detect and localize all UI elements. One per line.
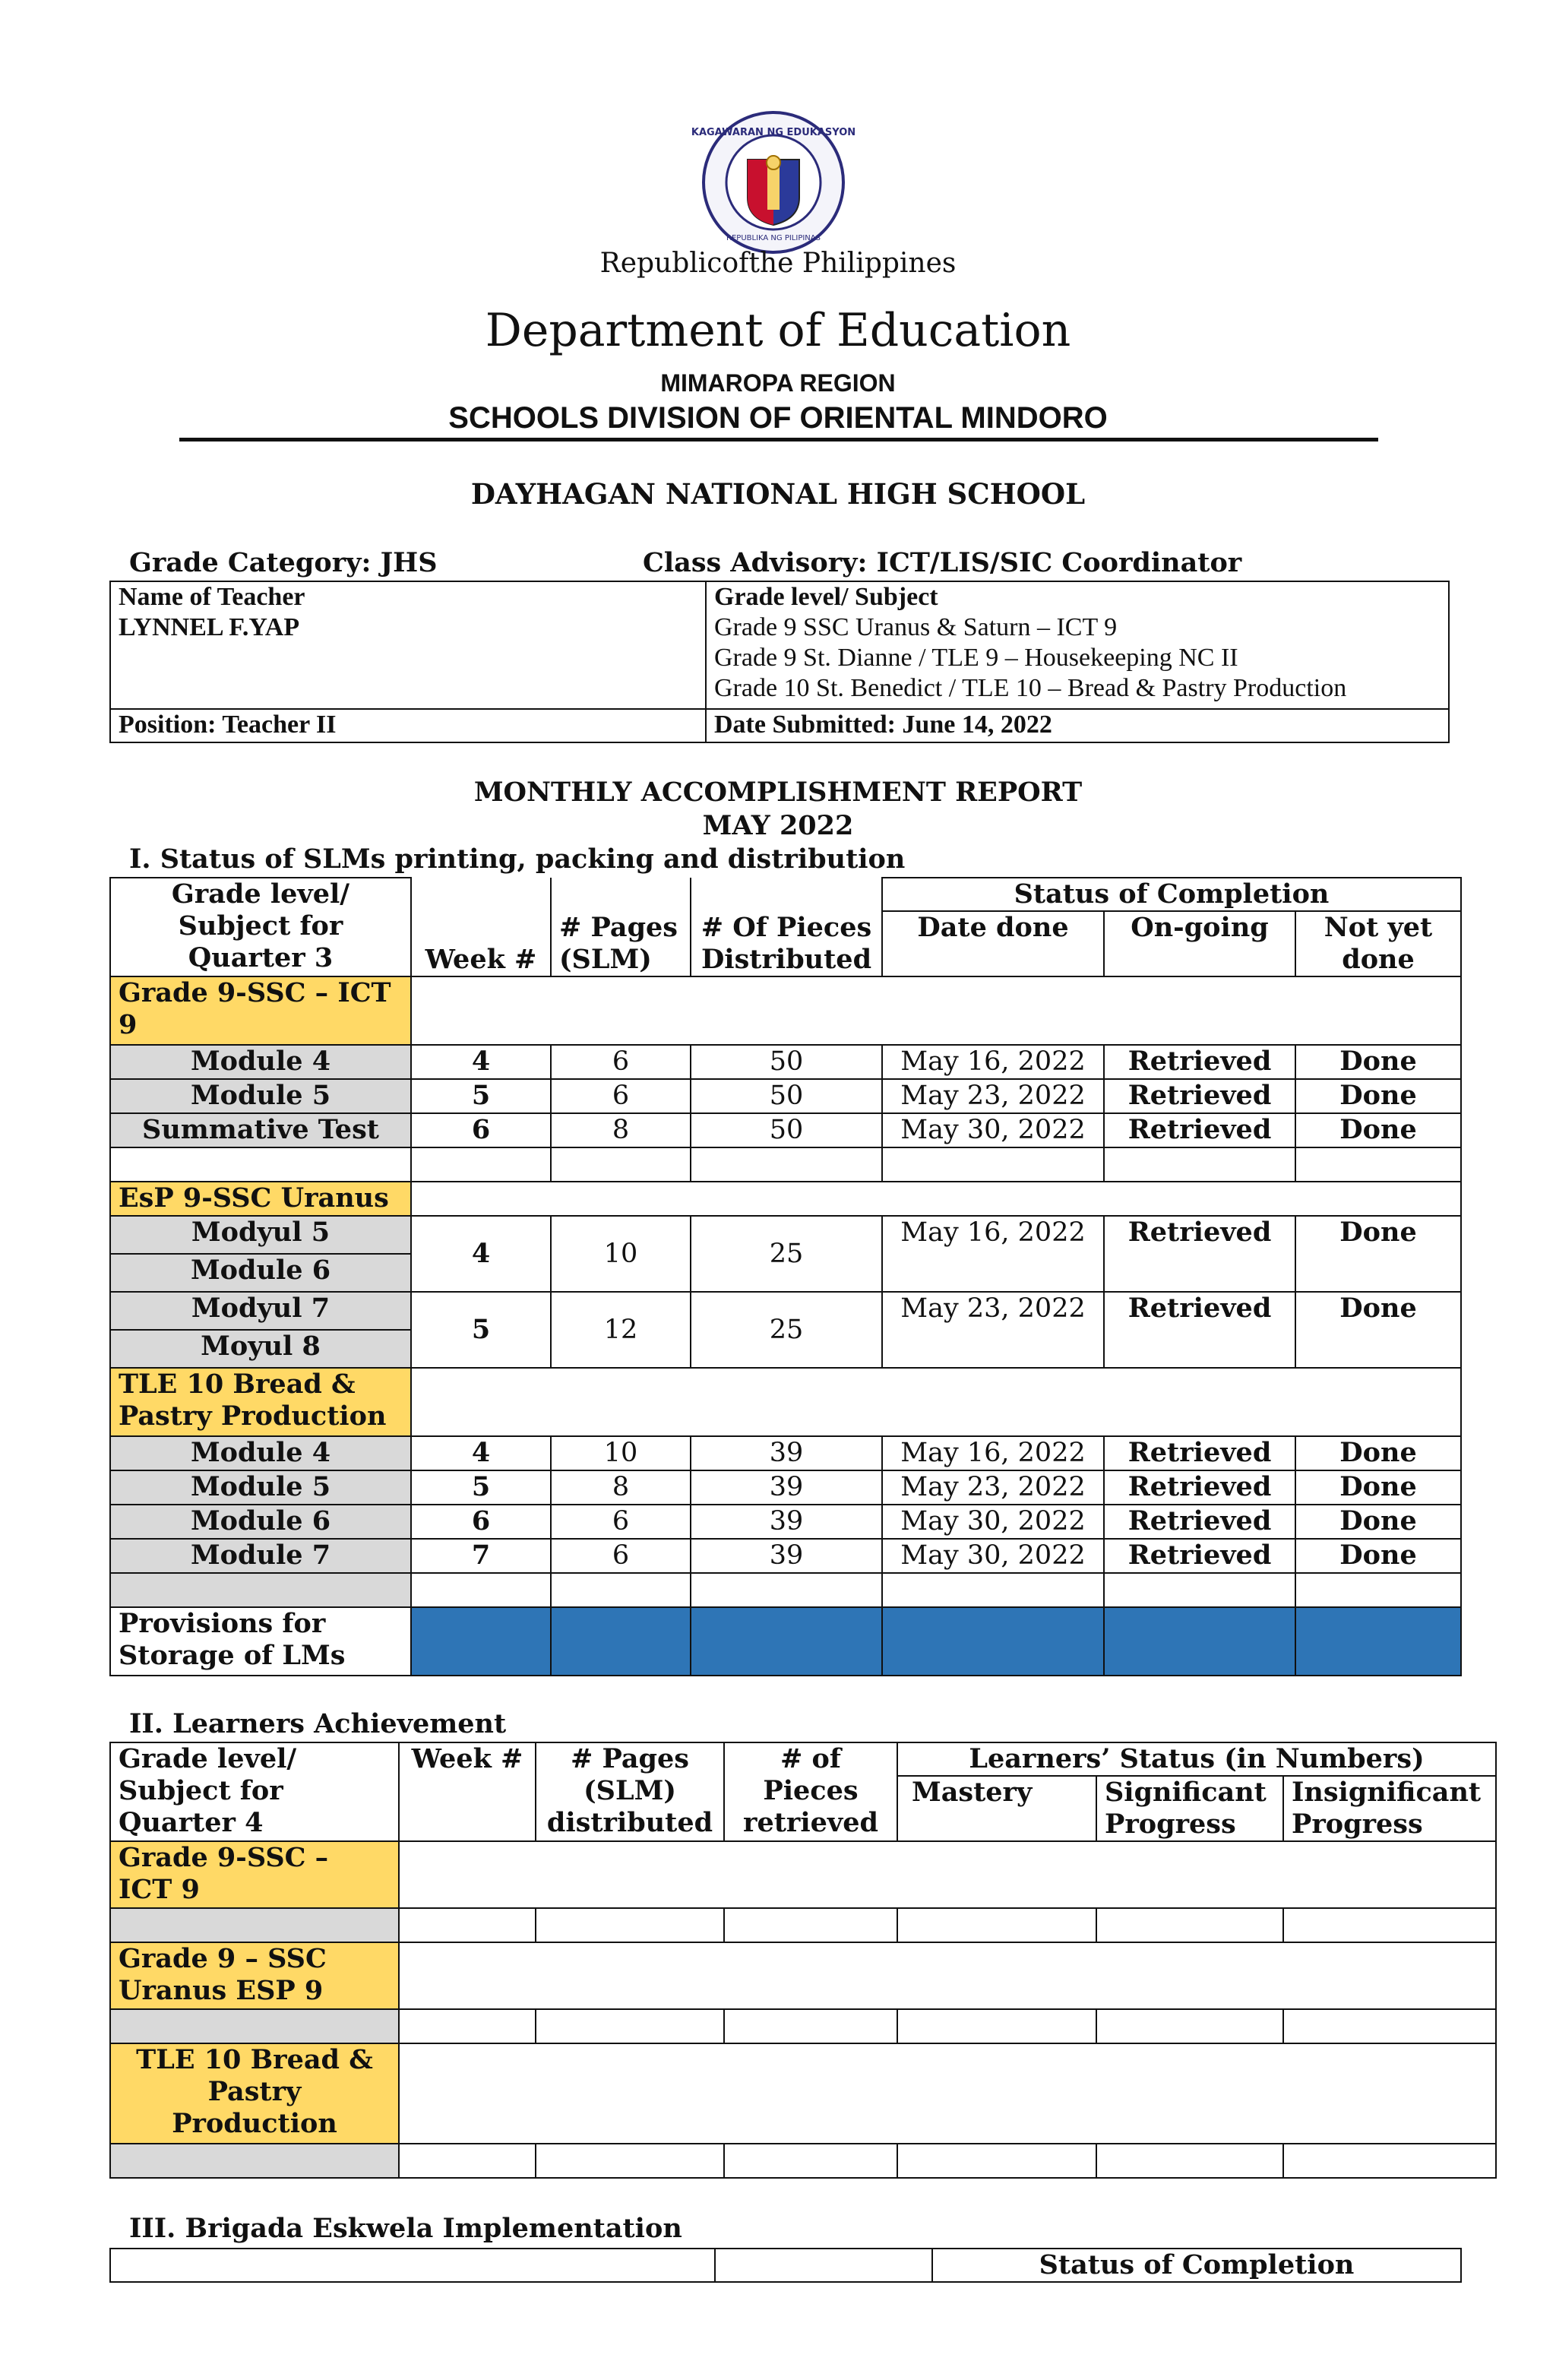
module-cell: Module 6 [110,1254,411,1292]
module-cell: Modyul 7 [110,1292,411,1330]
module-cell: Moyul 8 [110,1330,411,1368]
table-row [110,1079,1461,1113]
ongoing-cell: Retrieved [1104,1045,1295,1079]
module-cell: Module 7 [110,1539,411,1573]
group-title: Grade 9-SSC – ICT 9 [110,1841,399,1908]
school-name: DAYHAGAN NATIONAL HIGH SCHOOL [470,477,1086,511]
deped-seal [691,109,856,255]
svg-text:REPUBLIKA NG PILIPINAS: REPUBLIKA NG PILIPINAS [726,234,821,242]
date-cell: May 16, 2022 [882,1216,1104,1292]
ongoing-header: On-going [1104,911,1295,976]
notyet-cell: Done [1295,1505,1461,1539]
empty-row [110,1908,1496,1942]
grade-line: Grade 9 SSC Uranus & Saturn – ICT 9 [714,613,1118,641]
pieces-cell: 50 [691,1079,882,1113]
notyet-cell: Done [1295,1216,1461,1292]
group-spacer [399,2043,1496,2144]
blue-cell [691,1607,882,1676]
date-cell: May 23, 2022 [882,1079,1104,1113]
module-cell: Modyul 5 [110,1216,411,1254]
date-cell: May 16, 2022 [882,1045,1104,1079]
pieces-cell: 39 [691,1505,882,1539]
empty-row [110,2144,1496,2178]
brigada-table [109,2248,1462,2283]
group-title: Grade 9-SSC – ICT 9 [110,976,411,1045]
module-cell: Module 6 [110,1505,411,1539]
blue-cell [882,1607,1104,1676]
report-title: MONTHLY ACCOMPLISHMENT REPORT [473,777,1083,808]
notyet-cell: Done [1295,1470,1461,1505]
pages-cell: 8 [551,1470,691,1505]
table-row [110,1045,1461,1079]
group-title: TLE 10 Bread & Pastry Production [110,2043,399,2144]
section3-title: III. Brigada Eskwela Implementation [129,2213,682,2244]
date-cell: May 16, 2022 [882,1436,1104,1470]
empty-row [110,2009,1496,2043]
group-title: EsP 9-SSC Uranus [110,1182,411,1216]
ongoing-cell: Retrieved [1104,1539,1295,1573]
date-cell: May 30, 2022 [882,1539,1104,1573]
week-cell: 5 [411,1470,551,1505]
pages-cell: 10 [551,1436,691,1470]
table-row [110,1505,1461,1539]
col-week-header: Week # [399,1742,536,1841]
seal-icon [691,109,856,255]
division-text: SCHOOLS DIVISION OF ORIENTAL MINDORO [448,401,1108,435]
module-cell: Summative Test [110,1113,411,1147]
col-pages-header: # Pages (SLM) distributed [536,1742,724,1841]
pages-cell: 8 [551,1113,691,1147]
pages-cell: 10 [551,1216,691,1292]
ongoing-cell: Retrieved [1104,1216,1295,1292]
ongoing-cell: Retrieved [1104,1292,1295,1368]
group-spacer [411,1182,1461,1216]
table-row [110,1539,1461,1573]
group-spacer [399,1942,1496,2009]
insignificant-header: Insignificant Progress [1283,1776,1496,1841]
significant-header: Significant Progress [1096,1776,1283,1841]
class-advisory: Class Advisory: ICT/LIS/SIC Coordinator [643,547,1242,578]
notyet-cell: Done [1295,1539,1461,1573]
blue-cell [551,1607,691,1676]
week-cell: 6 [411,1505,551,1539]
department-title: Department of Education [485,304,1071,357]
grade-line: Grade 9 St. Dianne / TLE 9 – Housekeeping NC II [714,644,1238,672]
grade-line: Grade 10 St. Benedict / TLE 10 – Bread & Pastry Production [714,674,1347,702]
date-cell: May 30, 2022 [882,1505,1104,1539]
notyet-cell: Done [1295,1079,1461,1113]
pieces-cell: 50 [691,1045,882,1079]
region-text: MIMAROPA REGION [660,369,896,397]
notyet-cell: Done [1295,1436,1461,1470]
module-cell: Module 5 [110,1470,411,1505]
grade-category: Grade Category: JHS [129,547,438,578]
col-pages-header: # Pages (SLM) [551,878,691,976]
pieces-cell: 39 [691,1436,882,1470]
teacher-info-table [109,581,1450,743]
brigada-status-header: Status of Completion [932,2249,1461,2282]
position: Position: Teacher II [110,709,706,742]
pieces-cell: 39 [691,1539,882,1573]
ongoing-cell: Retrieved [1104,1470,1295,1505]
pieces-cell: 25 [691,1216,882,1292]
week-cell: 6 [411,1113,551,1147]
mastery-header: Mastery [897,1776,1096,1841]
week-cell: 4 [411,1216,551,1292]
ongoing-cell: Retrieved [1104,1079,1295,1113]
learners-status-header: Learners’ Status (in Numbers) [897,1742,1496,1776]
grade-label: Grade level/ Subject [714,583,938,611]
week-cell: 4 [411,1436,551,1470]
module-cell: Module 4 [110,1045,411,1079]
table-row [110,1470,1461,1505]
empty-row [110,1147,1461,1182]
date-cell: May 30, 2022 [882,1113,1104,1147]
module-cell: Module 4 [110,1436,411,1470]
table-row [110,1436,1461,1470]
date-cell: May 23, 2022 [882,1292,1104,1368]
week-cell: 7 [411,1539,551,1573]
slm-status-table [109,877,1462,1676]
week-cell: 5 [411,1292,551,1368]
ongoing-cell: Retrieved [1104,1113,1295,1147]
pages-cell: 12 [551,1292,691,1368]
pieces-cell: 39 [691,1470,882,1505]
pages-cell: 6 [551,1045,691,1079]
name-label: Name of Teacher [119,583,305,611]
brigada-cell [110,2249,715,2282]
group-title: Grade 9 – SSC Uranus ESP 9 [110,1942,399,2009]
group-spacer [411,976,1461,1045]
blue-cell [411,1607,551,1676]
not-yet-header: Not yet done [1295,911,1461,976]
republic-text: Republicofthe Philippines [599,248,957,279]
blue-cell [1104,1607,1295,1676]
module-cell: Module 5 [110,1079,411,1113]
group-title: TLE 10 Bread & Pastry Production [110,1368,411,1436]
col-pieces-header: # of Pieces retrieved [724,1742,897,1841]
week-cell: 4 [411,1045,551,1079]
pages-cell: 6 [551,1505,691,1539]
report-month: MAY 2022 [702,810,854,841]
table-row [110,1292,1461,1330]
group-spacer [411,1368,1461,1436]
svg-text:KAGAWARAN NG EDUKASYON: KAGAWARAN NG EDUKASYON [691,127,856,138]
ongoing-cell: Retrieved [1104,1436,1295,1470]
col-week-header: Week # [411,878,551,976]
col-subject-header: Grade level/ Subject for Quarter 4 [110,1742,399,1841]
group-spacer [399,1841,1496,1908]
date-cell: May 23, 2022 [882,1470,1104,1505]
section2-title: II. Learners Achievement [129,1708,507,1739]
teacher-name: LYNNEL F.YAP [119,613,300,641]
date-submitted: Date Submitted: June 14, 2022 [706,709,1449,742]
notyet-cell: Done [1295,1113,1461,1147]
table-row [110,1113,1461,1147]
ongoing-cell: Retrieved [1104,1505,1295,1539]
date-done-header: Date done [882,911,1104,976]
learners-achievement-table [109,1742,1497,2179]
pieces-cell: 25 [691,1292,882,1368]
brigada-cell [715,2249,932,2282]
pages-cell: 6 [551,1539,691,1573]
notyet-cell: Done [1295,1045,1461,1079]
section1-title: I. Status of SLMs printing, packing and distribution [129,843,906,875]
notyet-cell: Done [1295,1292,1461,1368]
blue-cell [1295,1607,1461,1676]
header-rule [179,438,1378,442]
status-header: Status of Completion [882,878,1461,911]
pages-cell: 6 [551,1079,691,1113]
col-subject-header: Grade level/ Subject for Quarter 3 [110,878,411,976]
pieces-cell: 50 [691,1113,882,1147]
provisions-label: Provisions for Storage of LMs [110,1607,411,1676]
empty-row [110,1573,1461,1607]
week-cell: 5 [411,1079,551,1113]
table-row [110,1216,1461,1254]
col-pieces-header: # Of Pieces Distributed [691,878,882,976]
